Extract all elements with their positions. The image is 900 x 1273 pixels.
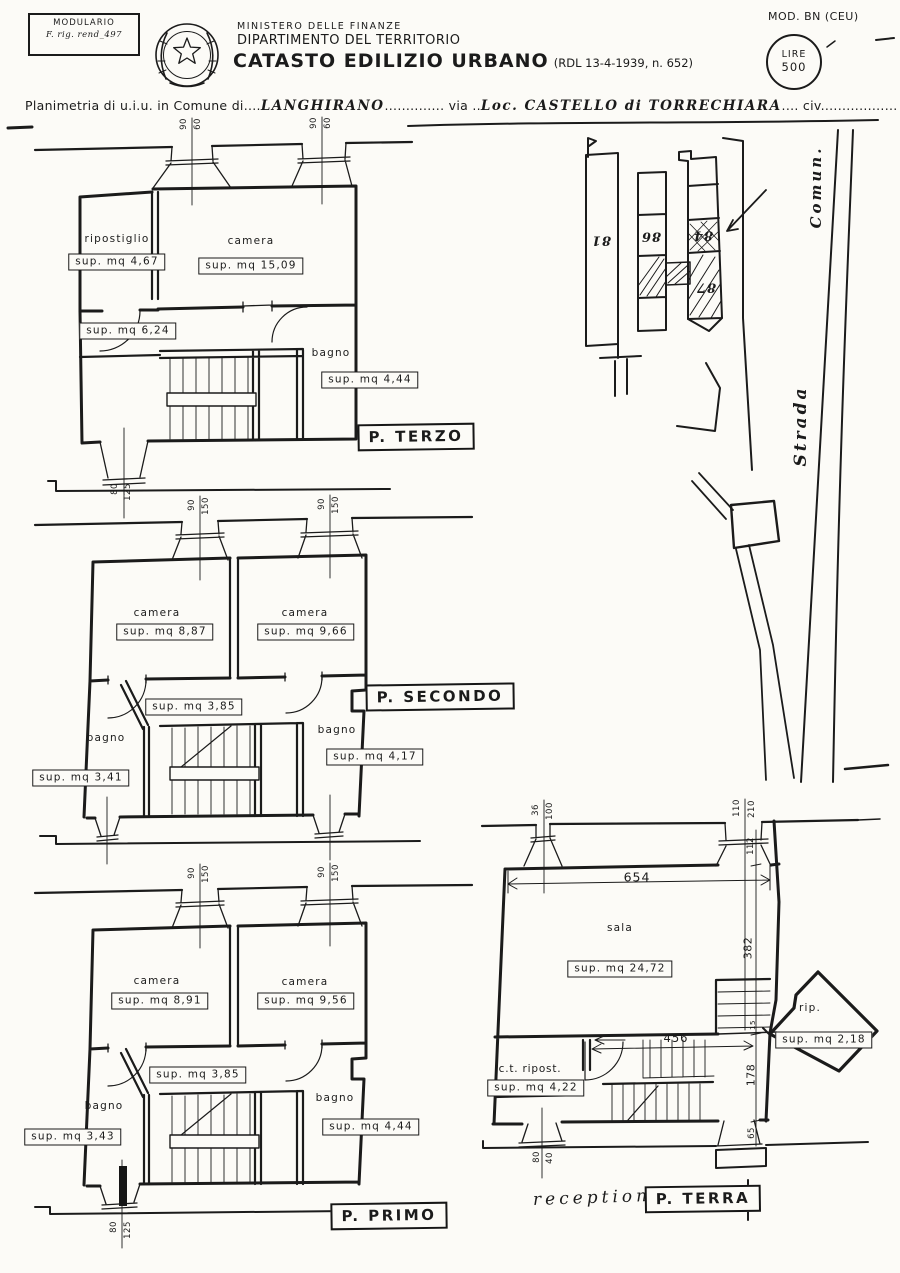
dots: .... (781, 98, 799, 113)
via-value: Loc. CASTELLO di TORRECHIARA (480, 98, 782, 114)
plan-terzo (35, 117, 412, 518)
dim-label: 90 (317, 498, 327, 510)
subject-prefix: Planimetria di u.i.u. in Comune di (25, 98, 244, 113)
dots: .................. (820, 98, 898, 113)
area-box: sup. mq 3,85 (145, 699, 242, 716)
dim-label: 112 (746, 837, 756, 855)
document-title-ref: (RDL 13-4-1939, n. 652) (553, 56, 694, 70)
room-label: bagno (84, 1100, 124, 1112)
dim-label: 150 (201, 497, 211, 515)
area-box: sup. mq 8,91 (111, 993, 208, 1010)
dim-label: 90 (317, 866, 327, 878)
dim-label: 15 (749, 1020, 757, 1030)
state-emblem-icon (156, 24, 218, 87)
area-box: sup. mq 15,09 (198, 258, 303, 275)
area-box: sup. mq 9,56 (257, 993, 354, 1010)
room-label: ripostiglio (84, 233, 150, 245)
dim-label: 90 (187, 867, 197, 879)
stamp-currency: LIRE (781, 48, 807, 60)
dim-label: 90 (187, 499, 197, 511)
dim-label: 110 (732, 799, 742, 817)
map-arrow-icon (727, 190, 766, 231)
area-box: sup. mq 4,44 (321, 372, 418, 389)
plan-secondo (35, 495, 472, 864)
area-box: sup. mq 4,17 (326, 749, 423, 766)
area-box: sup. mq 3,41 (32, 770, 129, 787)
stamp-value: 500 (781, 59, 807, 74)
room-label: bagno (317, 724, 357, 736)
via-label: via (448, 98, 469, 113)
dim-label: 60 (323, 117, 333, 129)
area-box: sup. mq 6,24 (79, 323, 176, 340)
dim-label: 80 (110, 483, 120, 495)
dim-label: 150 (331, 496, 341, 514)
parcel-number: 86 (640, 228, 662, 244)
parcel-number: 81 (590, 232, 612, 248)
area-box: sup. mq 2,18 (775, 1032, 872, 1049)
room-label: bagno (311, 347, 351, 359)
area-box: sup. mq 4,44 (322, 1119, 419, 1136)
room-label: bagno (86, 732, 126, 744)
dim-label: 210 (747, 800, 757, 818)
area-box: sup. mq 4,67 (68, 254, 165, 271)
area-box: sup. mq 4,22 (487, 1080, 584, 1097)
dots: .............. (384, 98, 445, 113)
modulario-line1: MODULARIO (53, 18, 115, 28)
floor-label-secondo: P. SECONDO (365, 682, 514, 711)
comune-value: LANGHIRANO (260, 98, 385, 114)
room-label: camera (281, 976, 329, 988)
dim-label: 178 (744, 1063, 758, 1087)
area-box: sup. mq 9,66 (257, 624, 354, 641)
dim-label: 40 (545, 1152, 555, 1164)
parcel-number: 84 (692, 227, 714, 243)
civ-label: civ (802, 98, 821, 113)
floor-label-terra: P. TERRA (645, 1185, 762, 1214)
area-box: sup. mq 3,85 (149, 1067, 246, 1084)
dim-label: 90 (309, 117, 319, 129)
dim-label: 80 (109, 1221, 119, 1233)
site-map (586, 130, 888, 782)
document-title: CATASTO EDILIZIO URBANO (233, 50, 549, 72)
dim-label: 125 (123, 1221, 133, 1239)
dim-label: 100 (545, 802, 555, 820)
floor-label-terzo: P. TERZO (357, 423, 474, 452)
floor-label-primo: P. PRIMO (330, 1202, 447, 1231)
street-label-comun: Comun. (807, 145, 825, 229)
room-label: camera (227, 235, 275, 247)
dim-label: 60 (193, 118, 203, 130)
handwritten-annotation: reception (532, 1185, 652, 1211)
room-label: bagno (315, 1092, 355, 1104)
room-label: camera (133, 975, 181, 987)
dim-label: 150 (201, 865, 211, 883)
dim-label: 382 (741, 936, 755, 960)
dim-label: 654 (623, 869, 651, 885)
lire-stamp (766, 34, 822, 90)
modulario-line2: F. rig. rend_497 (45, 29, 123, 40)
parcel-number: 87 (695, 279, 717, 295)
dim-label: 456 (663, 1031, 689, 1045)
dim-label: 90 (179, 118, 189, 130)
area-box: sup. mq 8,87 (116, 624, 213, 641)
ministry-name: MINISTERO DELLE FINANZE (237, 21, 402, 32)
mod-code: MOD. BN (CEU) (768, 10, 859, 23)
dots: .. (472, 98, 481, 113)
area-box: sup. mq 24,72 (567, 961, 672, 978)
street-label-strada: Strada (791, 385, 811, 467)
room-label: c.t. ripost. (498, 1063, 562, 1075)
plan-primo (35, 863, 472, 1248)
subject-line (25, 98, 898, 114)
room-label: sala (606, 922, 634, 934)
dim-label: 125 (123, 483, 133, 501)
dim-label: 80 (532, 1151, 542, 1163)
modulario-box (28, 13, 140, 56)
area-box: sup. mq 3,43 (24, 1129, 121, 1146)
department-name: DIPARTIMENTO DEL TERRITORIO (237, 33, 461, 48)
room-label: camera (281, 607, 329, 619)
dots: .... (243, 98, 261, 113)
room-label: rip. (798, 1002, 822, 1014)
room-label: camera (133, 607, 181, 619)
dim-label: 150 (331, 864, 341, 882)
dim-label: 36 (531, 804, 541, 816)
dim-label: 65 (747, 1127, 757, 1139)
